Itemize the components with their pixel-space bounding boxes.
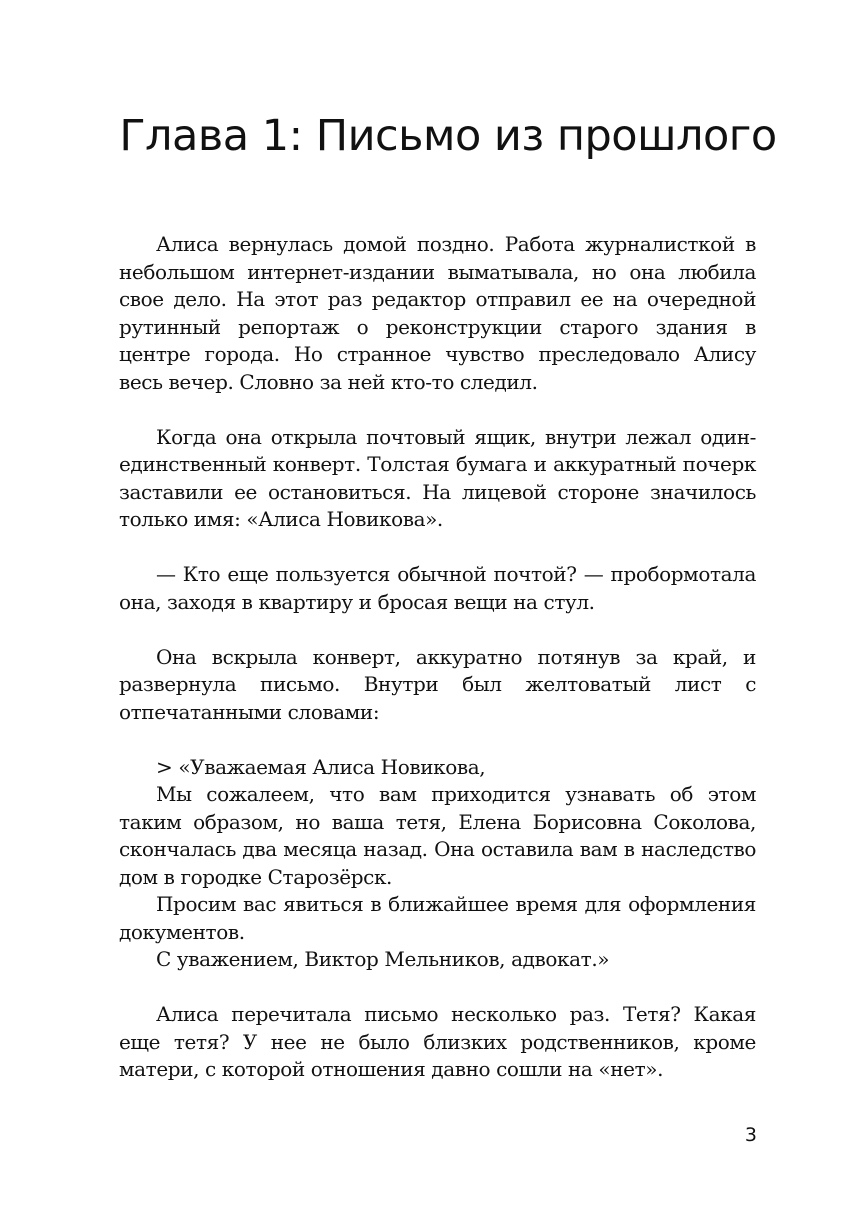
chapter-title: Глава 1: Письмо из прошлого — [119, 111, 777, 161]
quoted-letter — [119, 754, 756, 974]
letter-signature: С уважением, Виктор Мельников, адвокат.» — [156, 947, 610, 971]
chapter-body — [119, 231, 756, 1111]
letter-request-line: Просим вас явиться в ближайшее время для оформления документов. — [119, 892, 756, 944]
letter-salutation: > «Уважаемая Алиса Новикова, — [156, 754, 486, 779]
paragraph-2: Когда она открыла почтовый ящик, внутри лежал один-единственный конверт. Толстая бумага и аккуратный почерк заставили ее остановиться. На лицевой стороне значилось только имя: «Алиса Новикова». — [119, 424, 756, 531]
paragraph-3: — Кто еще пользуется обычной почтой? — пробормотала она, заходя в квартиру и бросая вещи на стул. — [119, 562, 756, 614]
paragraph-1: Алиса вернулась домой поздно. Работа журналисткой в небольшом интернет-издании выматывала, но она любила свое дело. На этот раз редактор отправил ее на очередной рутинный репортаж о реконструкции старого здания в центре города. Но странное чувство преследовало Алису весь вечер. Словно за ней кто-то следил. — [119, 232, 756, 394]
paragraph-4: Она вскрыла конверт, аккуратно потянув за край, и развернула письмо. Внутри был желтоватый лист с отпечатанными словами: — [119, 644, 756, 724]
paragraph-closing: Алиса перечитала письмо несколько раз. Тетя? Какая еще тетя? У нее не было близких родственников, кроме матери, с которой отношения давно сошли на «нет». — [119, 1002, 756, 1081]
page-number: 3 — [744, 1124, 757, 1146]
letter-body-line: Мы сожалеем, что вам приходится узнавать об этом таким образом, но ваша тетя, Елена Борисовна Соколова, скончалась два месяца назад. Она оставила вам в наследство дом в городке Старозёрск. — [119, 782, 756, 889]
